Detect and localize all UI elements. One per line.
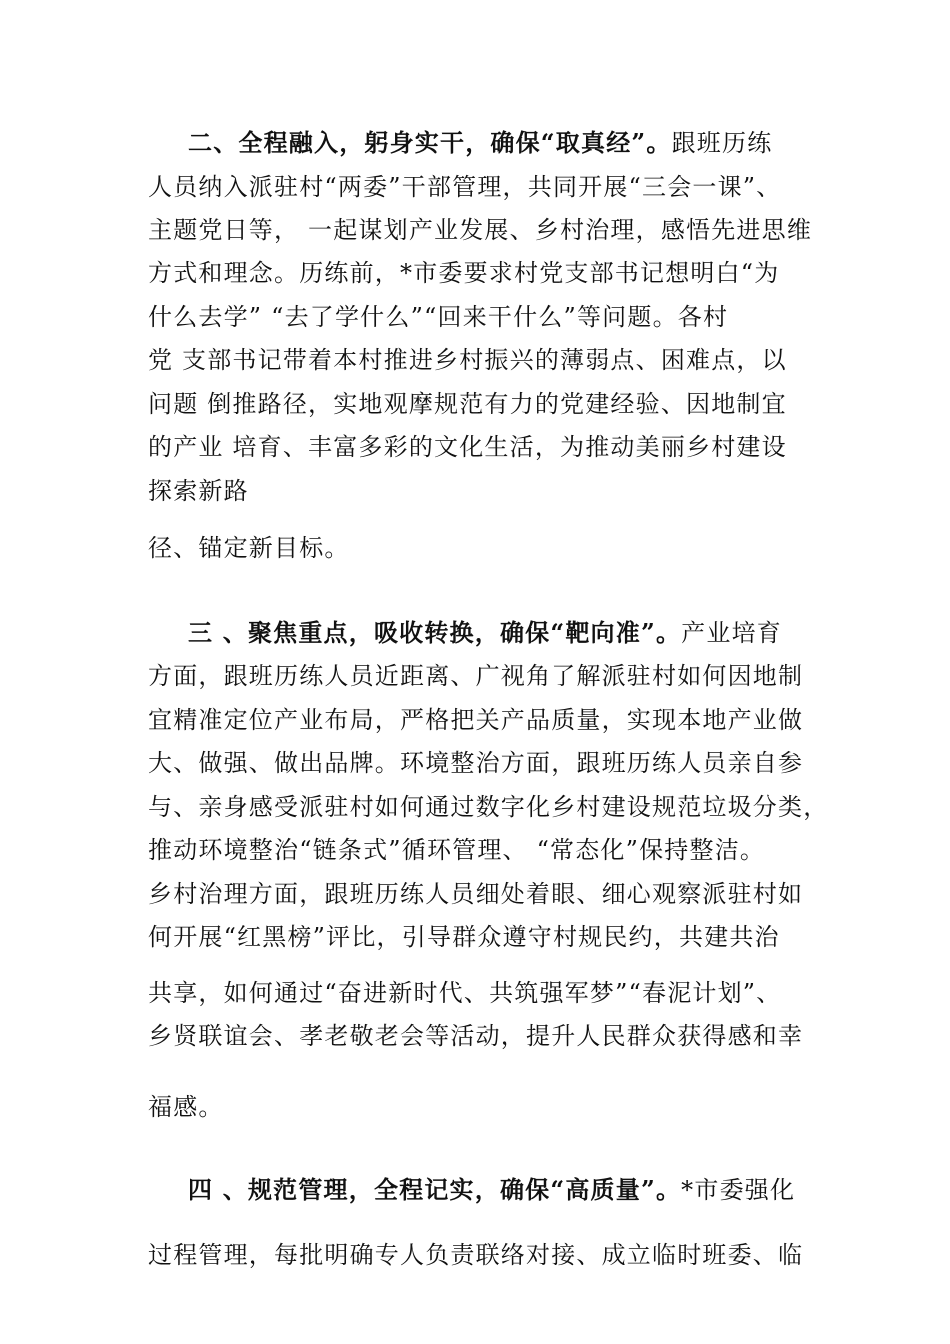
section-3-line: 共享，如何通过“奋进新时代、共筑强军梦”“春泥计划”、: [148, 979, 782, 1007]
section-4-first-line: [188, 1175, 795, 1205]
section-2-heading: 二、全程融入，躬身实干，确保“取真经”。: [188, 128, 672, 157]
section-4-lead-text: *市委强化: [681, 1176, 796, 1204]
section-3-line: 乡村治理方面，跟班历练人员细处着眼、细心观察派驻村如: [148, 880, 804, 908]
section-3-line: 福感。: [148, 1093, 224, 1121]
section-3-heading: 三 、聚焦重点，吸收转换，确保“靶向准”。: [188, 618, 682, 647]
section-4-heading: 四 、规范管理，全程记实，确保“高质量”。: [188, 1175, 682, 1204]
section-2-line: 党 支部书记带着本村推进乡村振兴的薄弱点、困难点，以: [148, 346, 787, 374]
section-4-line: 过程管理，每批明确专人负责联络对接、成立临时班委、临: [148, 1241, 804, 1269]
section-3-lead-text: 产业培育: [681, 619, 782, 647]
section-2-line: 探索新路: [148, 477, 249, 505]
section-3-line: 方面，跟班历练人员近距离、广视角了解派驻村如何因地制: [148, 662, 804, 690]
section-2-line: 人员纳入派驻村“两委”干部管理，共同开展“三会一课”、: [148, 173, 782, 201]
section-3-line: 与、亲身感受派驻村如何通过数字化乡村建设规范垃圾分类，: [148, 793, 829, 821]
section-3-line: 何开展“红黑榜”评比，引导群众遵守村规民约，共建共治: [148, 923, 780, 951]
section-2-line: 的产业 培育、丰富多彩的文化生活，为推动美丽乡村建设: [148, 433, 787, 461]
section-3-line: 宜精准定位产业布局，严格把关产品质量，实现本地产业做: [148, 706, 804, 734]
section-2-line: 径、锚定新目标。: [148, 534, 350, 562]
section-2-line: 主题党日等， 一起谋划产业发展、乡村治理，感悟先进思维: [148, 216, 813, 244]
section-3-first-line: [188, 618, 782, 648]
section-3-line: 大、做强、做出品牌。环境整治方面，跟班历练人员亲自参: [148, 749, 804, 777]
section-2-line: 方式和理念。历练前，*市委要求村党支部书记想明白“为: [148, 259, 780, 287]
section-2-lead-text: 跟班历练: [671, 129, 773, 157]
section-3-line: 乡贤联谊会、孝老敬老会等活动，提升人民群众获得感和幸: [148, 1022, 804, 1050]
section-2-first-line: [188, 128, 772, 158]
section-2-line: 什么去学” “去了学什么”“回来干什么”等问题。各村: [148, 303, 729, 331]
section-2-line: 问题 倒推路径，实地观摩规范有力的党建经验、因地制宜: [148, 390, 787, 418]
section-3-line: 推动环境整治“链条式”循环管理、 “常态化”保持整洁。: [148, 836, 766, 864]
